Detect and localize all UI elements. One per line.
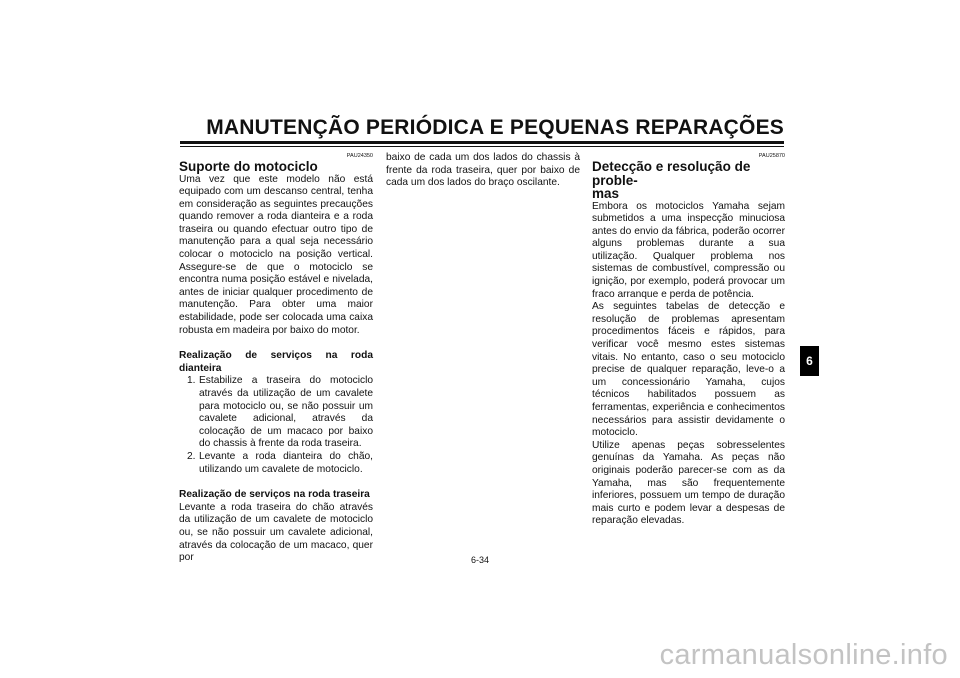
troubleshooting-para-1: Embora os motociclos Yamaha sejam submetidos a uma inspecção minuciosa antes do envio da fábrica, poderão ocorrer alguns problemas durante a sua utilização. Qualquer problema nos sistemas de combustível, compressão ou ignição, por exemplo, poderá provocar um fraco arranque e perda de potência. xyxy=(592,200,785,300)
section-heading-stand: Suporte do motociclo xyxy=(179,159,318,174)
section-code: PAU24350 xyxy=(346,153,373,159)
list-item xyxy=(179,375,373,451)
troubleshooting-para-3: Utilize apenas peças sobresselentes genuínas da Yamaha. As peças não originais poderão parecer-se com as da Yamaha, mas são frequentemente inferiores, possuem um tempo de duração mais curto e podem levar a despesas de reparação elevadas. xyxy=(592,439,785,527)
step-number: 1. xyxy=(187,375,196,387)
rear-wheel-subheading: Realização de serviços na roda traseira xyxy=(179,489,370,501)
watermark: carmanualsonline.info xyxy=(659,639,948,671)
rear-wheel-continuation: baixo de cada um dos lados do chassis à frente da roda traseira, quer por baixo de cada um dos lados do braço oscilante. xyxy=(386,152,580,189)
rear-wheel-text: Levante a roda traseira do chão através da utilização de um cavalete de motociclo ou, se não possuir um cavalete adicional, através da colocação de um macaco, quer por xyxy=(179,501,373,564)
section-code: PAU25870 xyxy=(758,153,785,159)
page-title: MANUTENÇÃO PERIÓDICA E PEQUENAS REPARAÇÕES xyxy=(206,116,784,139)
front-wheel-subheading: Realização de serviços na roda dianteira xyxy=(179,350,373,374)
stand-intro-text: Uma vez que este modelo não está equipado com um descanso central, tenha em consideração as seguintes precauções quando remover a roda dianteira e a roda traseira ou quando efectuar outro tipo de manutenção para a qual seja necessário colocar o motociclo na posição vertical. Assegure-se de que o motociclo se encontra numa posição estável e nivelada, antes de iniciar qualquer procedimento de manutenção. Para obter uma maior estabilidade, pode ser colocada uma caixa robusta em madeira por baixo do motor. xyxy=(179,173,373,336)
left-column xyxy=(179,152,373,565)
section-heading-troubleshooting xyxy=(592,160,785,201)
heading-line: Detecção e resolução de proble- xyxy=(592,159,751,188)
troubleshooting-para-2: As seguintes tabelas de detecção e resolução de problemas apresentam procedimentos fáceis e rápidos, para verificar você mesmo estes sistemas vitais. No entanto, caso o seu motociclo precise de qualquer reparação, leve-o a um concessionário Yamaha, cujos técnicos habilitados possuem as ferramentas, experiência e conhecimentos necessários para assistir devidamente o motociclo. xyxy=(592,301,785,439)
middle-column xyxy=(386,152,580,190)
step-number: 2. xyxy=(187,450,196,462)
heading-line: mas xyxy=(592,186,620,201)
step-text: Levante a roda dianteira do chão, utilizando um cavalete de motociclo. xyxy=(199,450,373,475)
chapter-tab: 6 xyxy=(800,346,819,376)
header-rule xyxy=(180,141,784,144)
front-wheel-steps xyxy=(179,375,373,476)
step-text: Estabilize a traseira do motociclo através da utilização de um cavalete para motociclo ou, se não possuir um cavalete adicional, através da colocação de um macaco por baixo do chassis à frente da roda traseira. xyxy=(199,375,373,450)
header-rule-thin xyxy=(180,146,784,147)
page-number: 6-34 xyxy=(470,555,489,565)
list-item xyxy=(179,451,373,476)
right-column xyxy=(592,152,785,528)
